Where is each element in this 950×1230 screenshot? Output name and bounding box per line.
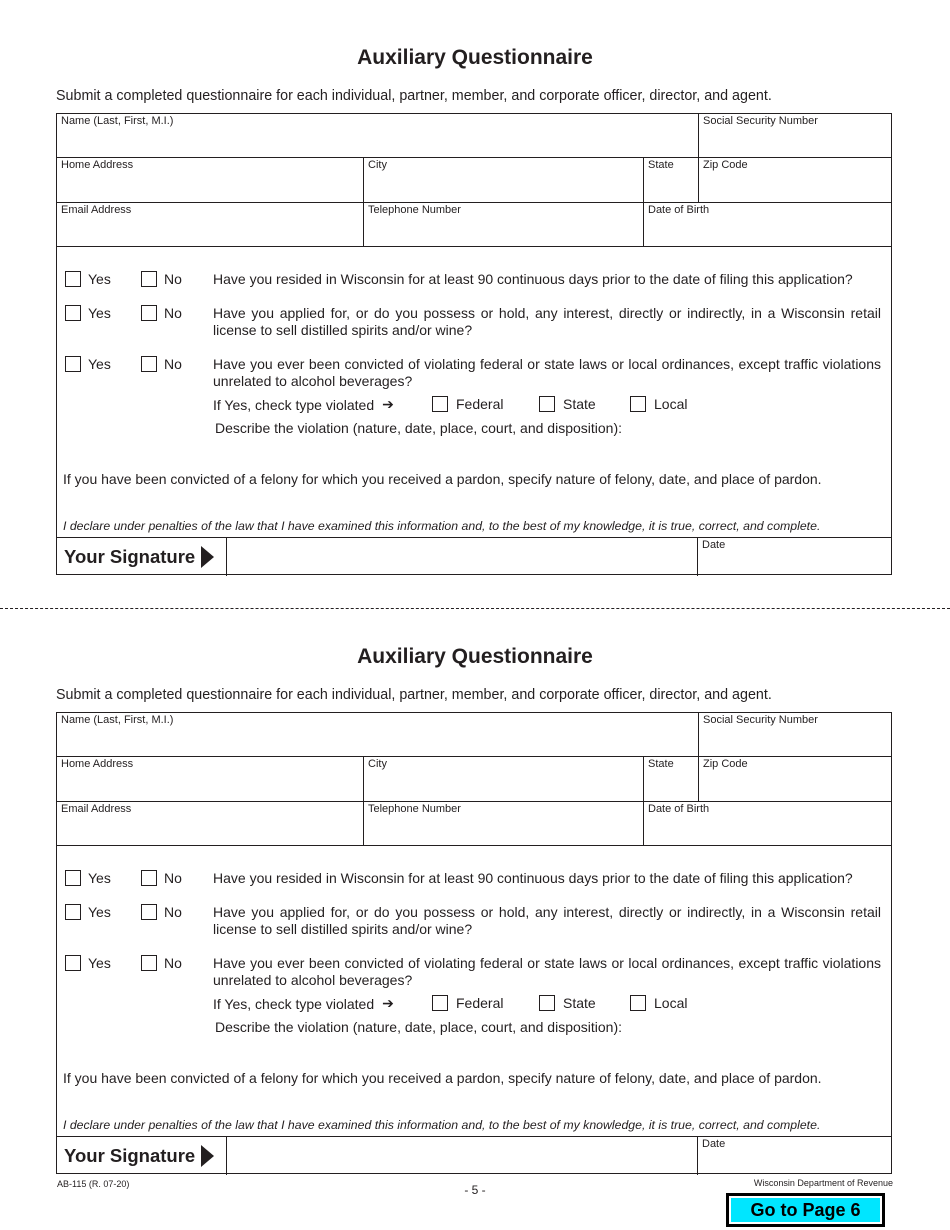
ssn-field [699, 713, 891, 757]
department-name: Wisconsin Department of Revenue [753, 1178, 893, 1188]
yes-option[interactable] [65, 356, 111, 372]
yes-option[interactable] [65, 904, 111, 920]
telephone-input[interactable] [366, 825, 641, 843]
federal-option[interactable] [432, 995, 503, 1011]
federal-checkbox[interactable] [432, 995, 448, 1011]
city-input[interactable] [366, 781, 641, 799]
no-checkbox[interactable] [141, 870, 157, 886]
telephone-field [364, 203, 644, 247]
state-field [644, 757, 699, 802]
signature-row [57, 1136, 891, 1175]
signature-field[interactable] [227, 538, 698, 576]
signature-row [57, 537, 891, 576]
yes-option[interactable] [65, 305, 111, 321]
name-input[interactable] [59, 736, 696, 754]
felony-pardon-text: If you have been convicted of a felony for which you received a pardon, specify nature of felony, date, and place of pardon. [63, 1070, 822, 1086]
city-label: City [368, 758, 387, 770]
dob-field [644, 203, 891, 247]
yes-label: Yes [88, 955, 111, 971]
dob-label: Date of Birth [648, 803, 710, 815]
yes-option[interactable] [65, 870, 111, 886]
date-field [698, 538, 891, 576]
dob-input[interactable] [646, 825, 889, 843]
email-field [57, 203, 364, 247]
no-option[interactable] [141, 305, 182, 321]
yes-label: Yes [88, 870, 111, 886]
email-label: Email Address [61, 803, 132, 815]
question-text: Have you ever been convicted of violating federal or state laws or local ordinances, except traffic violations unrelated to alcohol beverages? [213, 955, 881, 988]
instructions: Submit a completed questionnaire for each individual, partner, member, and corporate officer, director, and agent. [56, 687, 772, 703]
questionnaire-form [56, 113, 892, 575]
date-label: Date [702, 1138, 726, 1150]
zip-label: Zip Code [703, 758, 748, 770]
no-label: No [164, 271, 182, 287]
form-id: AB-115 (R. 07-20) [57, 1179, 130, 1189]
signature-label-text: Your Signature [64, 546, 196, 567]
zip-field [699, 757, 891, 802]
state-input[interactable] [646, 781, 696, 799]
no-checkbox[interactable] [141, 271, 157, 287]
telephone-label: Telephone Number [368, 803, 461, 815]
date-label: Date [702, 539, 726, 551]
name-input[interactable] [59, 137, 696, 155]
no-option[interactable] [141, 955, 182, 971]
city-input[interactable] [366, 182, 641, 200]
go-to-page-button[interactable]: Go to Page 6 [726, 1193, 885, 1227]
yes-checkbox[interactable] [65, 356, 81, 372]
home-address-field [57, 158, 364, 203]
violation-prompt [213, 995, 394, 1012]
felony-pardon-text: If you have been convicted of a felony for which you received a pardon, specify nature of felony, date, and place of pardon. [63, 471, 822, 487]
federal-label: Federal [456, 995, 504, 1011]
yes-label: Yes [88, 271, 111, 287]
question-text: Have you resided in Wisconsin for at least 90 continuous days prior to the date of filing this application? [213, 870, 853, 886]
signature-label-text: Your Signature [64, 1145, 196, 1166]
local-option[interactable] [630, 396, 687, 412]
no-option[interactable] [141, 271, 182, 287]
yes-option[interactable] [65, 955, 111, 971]
city-field [364, 158, 644, 203]
arrow-right-icon: ➔ [382, 995, 394, 1011]
yes-checkbox[interactable] [65, 271, 81, 287]
declaration: I declare under penalties of the law that I have examined this information and, to the best of my knowledge, it is true, correct, and complete. [63, 519, 821, 533]
telephone-label: Telephone Number [368, 204, 461, 216]
telephone-input[interactable] [366, 226, 641, 244]
yes-option[interactable] [65, 271, 111, 287]
no-checkbox[interactable] [141, 904, 157, 920]
zip-field [699, 158, 891, 203]
cut-line [0, 608, 950, 609]
name-label: Name (Last, First, M.I.) [61, 714, 174, 726]
declaration: I declare under penalties of the law that I have examined this information and, to the best of my knowledge, it is true, correct, and complete. [63, 1118, 821, 1132]
state-input[interactable] [646, 182, 696, 200]
name-label: Name (Last, First, M.I.) [61, 115, 174, 127]
state-field [644, 158, 699, 203]
ssn-field [699, 114, 891, 158]
zip-input[interactable] [701, 781, 889, 799]
date-input[interactable] [700, 556, 889, 574]
yes-checkbox[interactable] [65, 955, 81, 971]
state-label: State [563, 396, 596, 412]
signature-field[interactable] [227, 1137, 698, 1175]
question-text: Have you applied for, or do you possess or hold, any interest, directly or indirectly, in a Wisconsin retail license to sell distilled spirits and/or wine? [213, 305, 881, 338]
page-title: Auxiliary Questionnaire [357, 645, 593, 668]
no-checkbox[interactable] [141, 305, 157, 321]
home-address-input[interactable] [59, 182, 361, 200]
state-label: State [563, 995, 596, 1011]
home-address-label: Home Address [61, 159, 134, 171]
local-label: Local [654, 396, 688, 412]
yes-label: Yes [88, 356, 111, 372]
yes-checkbox[interactable] [65, 904, 81, 920]
ssn-label: Social Security Number [703, 714, 818, 726]
no-label: No [164, 955, 182, 971]
arrow-right-icon: ➔ [382, 396, 394, 412]
city-label: City [368, 159, 387, 171]
federal-label: Federal [456, 396, 504, 412]
signature-label [57, 1137, 227, 1175]
signature-label [57, 538, 227, 576]
local-option[interactable] [630, 995, 687, 1011]
violation-prompt [213, 396, 394, 413]
violation-prompt-text: If Yes, check type violated [213, 396, 375, 413]
zip-label: Zip Code [703, 159, 748, 171]
triangle-right-icon [201, 546, 214, 568]
state-label: State [648, 159, 674, 171]
federal-checkbox[interactable] [432, 396, 448, 412]
email-label: Email Address [61, 204, 132, 216]
federal-option[interactable] [432, 396, 503, 412]
state-option[interactable] [539, 995, 596, 1011]
home-address-input[interactable] [59, 781, 361, 799]
local-label: Local [654, 995, 688, 1011]
name-field [57, 114, 699, 158]
email-input[interactable] [59, 825, 361, 843]
email-input[interactable] [59, 226, 361, 244]
yes-label: Yes [88, 305, 111, 321]
no-option[interactable] [141, 870, 182, 886]
telephone-field [364, 802, 644, 846]
no-label: No [164, 356, 182, 372]
dob-input[interactable] [646, 226, 889, 244]
email-field [57, 802, 364, 846]
date-field [698, 1137, 891, 1175]
zip-input[interactable] [701, 182, 889, 200]
no-checkbox[interactable] [141, 356, 157, 372]
home-address-label: Home Address [61, 758, 134, 770]
date-input[interactable] [700, 1155, 889, 1173]
home-address-field [57, 757, 364, 802]
question-text: Have you resided in Wisconsin for at least 90 continuous days prior to the date of filing this application? [213, 271, 853, 287]
no-label: No [164, 305, 182, 321]
city-field [364, 757, 644, 802]
state-label: State [648, 758, 674, 770]
ssn-label: Social Security Number [703, 115, 818, 127]
dob-label: Date of Birth [648, 204, 710, 216]
describe-violation: Describe the violation (nature, date, place, court, and disposition): [215, 420, 623, 436]
no-label: No [164, 904, 182, 920]
state-checkbox[interactable] [539, 396, 555, 412]
yes-checkbox[interactable] [65, 305, 81, 321]
violation-prompt-text: If Yes, check type violated [213, 995, 375, 1012]
page-title: Auxiliary Questionnaire [357, 46, 593, 69]
no-option[interactable] [141, 356, 182, 372]
no-option[interactable] [141, 904, 182, 920]
name-field [57, 713, 699, 757]
questionnaire-form [56, 712, 892, 1174]
triangle-right-icon [201, 1145, 214, 1167]
instructions: Submit a completed questionnaire for each individual, partner, member, and corporate officer, director, and agent. [56, 88, 772, 104]
page-number: - 5 - [464, 1183, 486, 1197]
state-checkbox[interactable] [539, 995, 555, 1011]
ssn-input[interactable] [701, 736, 889, 754]
dob-field [644, 802, 891, 846]
local-checkbox[interactable] [630, 396, 646, 412]
question-text: Have you ever been convicted of violating federal or state laws or local ordinances, except traffic violations unrelated to alcohol beverages? [213, 356, 881, 389]
local-checkbox[interactable] [630, 995, 646, 1011]
yes-checkbox[interactable] [65, 870, 81, 886]
no-label: No [164, 870, 182, 886]
no-checkbox[interactable] [141, 955, 157, 971]
ssn-input[interactable] [701, 137, 889, 155]
question-text: Have you applied for, or do you possess or hold, any interest, directly or indirectly, in a Wisconsin retail license to sell distilled spirits and/or wine? [213, 904, 881, 937]
describe-violation: Describe the violation (nature, date, place, court, and disposition): [215, 1019, 623, 1035]
yes-label: Yes [88, 904, 111, 920]
state-option[interactable] [539, 396, 596, 412]
